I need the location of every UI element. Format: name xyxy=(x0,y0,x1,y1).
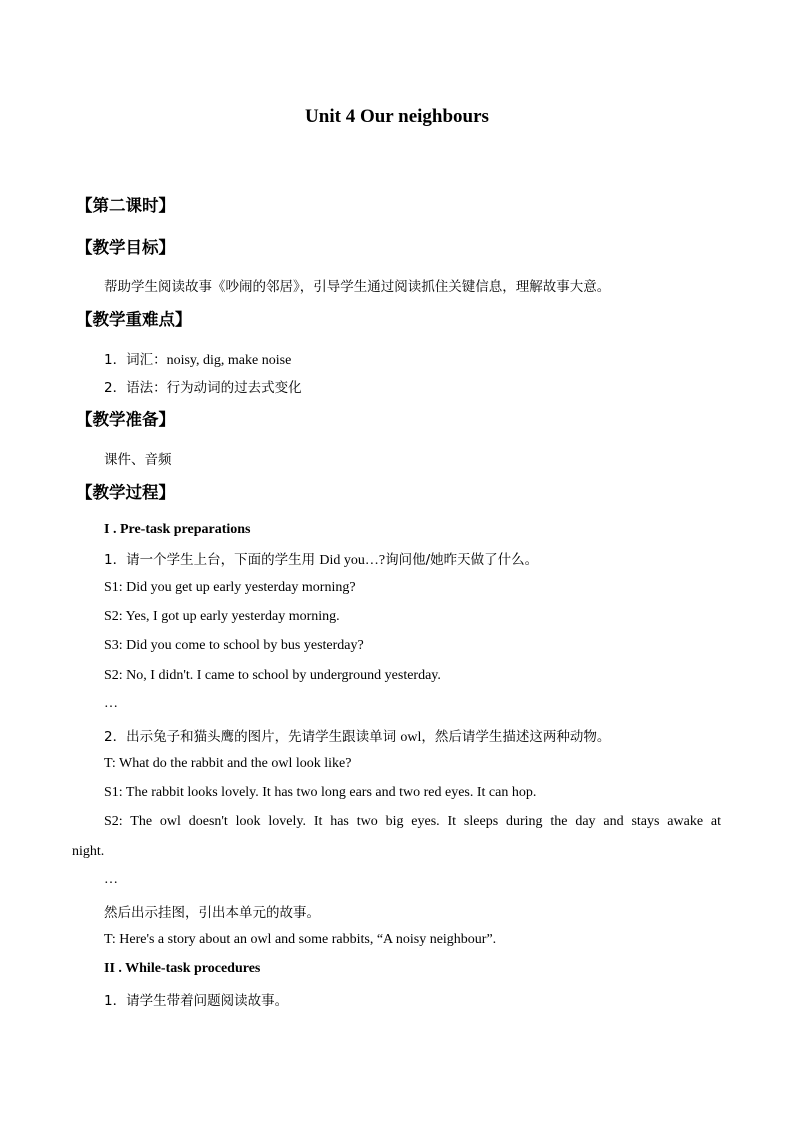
key-point-1-words: noisy, dig, make noise xyxy=(166,353,292,368)
step-1-text-a: 1．请一个学生上台，下面的学生用 xyxy=(104,552,320,568)
dialogue-line-7-continued: night. xyxy=(72,844,105,859)
ellipsis-1: … xyxy=(104,696,118,711)
heading-process: 【教学过程】 xyxy=(76,483,175,502)
heading-objectives: 【教学目标】 xyxy=(76,238,175,257)
ellipsis-2: … xyxy=(104,872,118,887)
key-point-1 xyxy=(104,348,291,369)
dialogue-line-3: S3: Did you come to school by bus yesterday? xyxy=(104,638,364,653)
step-2 xyxy=(104,725,610,746)
dialogue-line-8: T: Here's a story about an owl and some rabbits, “A noisy neighbour”. xyxy=(104,932,497,947)
preparation-text: 课件、音频 xyxy=(104,452,172,468)
dialogue-line-2: S2: Yes, I got up early yesterday morning. xyxy=(104,609,340,624)
step-1-text-c: 询问他/她昨天做了什么。 xyxy=(385,552,539,568)
step-1-text-b: Did you…? xyxy=(319,553,386,568)
step-2-text-b: owl xyxy=(400,730,422,745)
key-point-1-label: 1．词汇： xyxy=(104,352,167,368)
document-title: Unit 4 Our neighbours xyxy=(305,106,489,127)
heading-key-points: 【教学重难点】 xyxy=(76,310,192,329)
dialogue-line-6: S1: The rabbit looks lovely. It has two long ears and two red eyes. It can hop. xyxy=(104,785,537,800)
heading-lesson: 【第二课时】 xyxy=(76,196,175,215)
heading-preparation: 【教学准备】 xyxy=(76,410,175,429)
dialogue-line-1: S1: Did you get up early yesterday morning? xyxy=(104,580,356,595)
step-2-text-c: ，然后请学生描述这两种动物。 xyxy=(421,729,611,745)
dialogue-line-7: S2: The owl doesn't look lovely. It has two big eyes. It sleeps during the day and stays awake at xyxy=(104,814,721,829)
step-1 xyxy=(104,548,538,569)
step-3: 1．请学生带着问题阅读故事。 xyxy=(104,993,289,1009)
dialogue-line-4: S2: No, I didn't. I came to school by underground yesterday. xyxy=(104,668,441,683)
dialogue-line-5: T: What do the rabbit and the owl look like? xyxy=(104,756,352,771)
section-pre-task-title: I . Pre-task preparations xyxy=(104,522,251,537)
story-intro: 然后出示挂图，引出本单元的故事。 xyxy=(104,905,320,921)
key-point-2: 2．语法：行为动词的过去式变化 xyxy=(104,380,302,396)
section-while-task-title: II . While-task procedures xyxy=(104,961,261,976)
step-2-text-a: 2．出示兔子和猫头鹰的图片，先请学生跟读单词 xyxy=(104,729,401,745)
objective-text: 帮助学生阅读故事《吵闹的邻居》，引导学生通过阅读抓住关键信息，理解故事大意。 xyxy=(104,279,611,295)
